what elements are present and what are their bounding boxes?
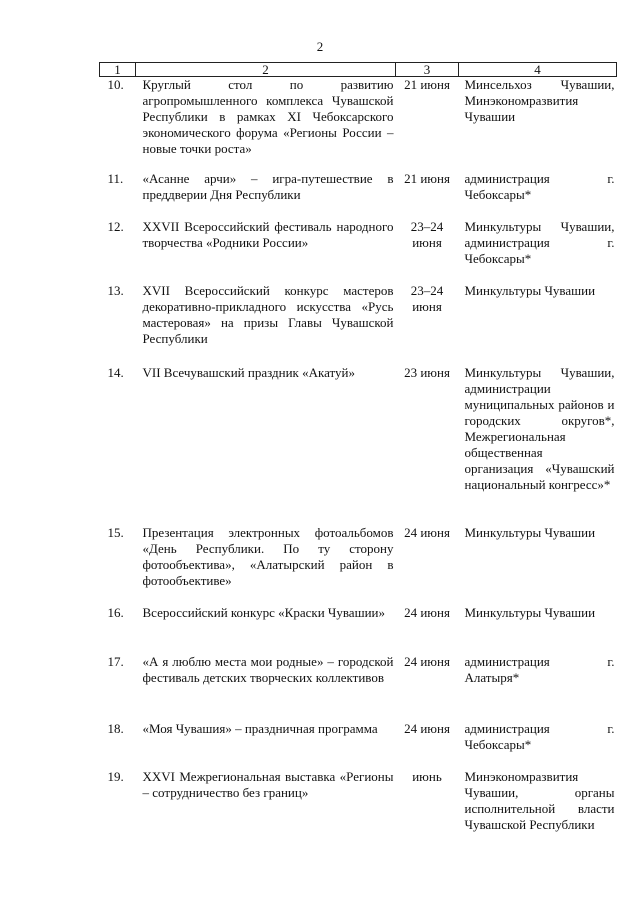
event-organizer: администрация г. Алатыря* [464, 653, 615, 685]
event-organizer: администрация г. Чебоксары* [464, 170, 615, 202]
header-cell-4: 4 [459, 63, 617, 77]
table-header [100, 63, 617, 77]
event-organizer: Минкультуры Чувашии [464, 604, 596, 620]
event-date: 23 июня [404, 364, 450, 380]
event-name: «А я люблю места мои родные» – городской фестиваль детских творческих коллективов [142, 653, 394, 685]
table-row [100, 77, 617, 171]
table-row [100, 769, 617, 841]
event-date: 24 июня [404, 653, 450, 669]
row-number: 12. [107, 218, 124, 234]
row-number: 19. [107, 768, 124, 784]
header-row [100, 63, 617, 77]
row-number: 15. [107, 524, 124, 540]
event-name: XXVI Межрегиональная выставка «Регионы – сотрудничество без границ» [142, 768, 394, 800]
event-date: 24 июня [404, 720, 450, 736]
event-date: 23–24 июня [410, 218, 444, 250]
event-name: XXVII Всероссийский фестиваль народного творчества «Родники России» [142, 218, 394, 250]
header-cell-3: 3 [396, 63, 459, 77]
header-cell-1: 1 [100, 63, 136, 77]
page-number: 2 [316, 39, 324, 54]
header-cell-2: 2 [136, 63, 396, 77]
event-organizer: Минкультуры Чувашии [464, 524, 596, 540]
event-organizer: администрация г. Чебоксары* [464, 720, 615, 752]
event-name: «Моя Чувашия» – праздничная программа [142, 720, 378, 736]
event-organizer: Минкультуры Чувашии, администрации муниципальных районов и городских округов*, Межрегиональная общественная организация «Чувашский национальный конгресс»* [464, 364, 615, 492]
table-row [100, 219, 617, 283]
table-row [100, 721, 617, 769]
event-date: июнь [412, 768, 442, 784]
event-name: Круглый стол по развитию агропромышленного комплекса Чувашской Республики в рамках XI Чебоксарского экономического форума «Регионы России – новые точки роста» [142, 77, 394, 156]
table-row [100, 654, 617, 721]
row-number: 10. [107, 77, 124, 92]
event-date: 23–24 июня [410, 282, 444, 314]
event-date: 24 июня [404, 524, 450, 540]
row-number: 16. [107, 604, 124, 620]
events-table [99, 62, 617, 841]
event-organizer: Минкультуры Чувашии [464, 282, 596, 298]
event-name: Всероссийский конкурс «Краски Чувашии» [142, 604, 386, 620]
event-organizer: Минэкономразвития Чувашии, органы исполнительной власти Чувашской Республики [464, 768, 615, 832]
row-number: 14. [107, 364, 124, 380]
table-row [100, 171, 617, 219]
event-name: Презентация электронных фотоальбомов «День Республики. По ту сторону фотообъектива», «Алатырский район в фотообъективе» [142, 524, 394, 588]
row-number: 13. [107, 282, 124, 298]
row-number: 17. [107, 653, 124, 669]
event-date: 21 июня [404, 77, 450, 92]
event-date: 24 июня [404, 604, 450, 620]
event-name: «Асанне арчи» – игра-путешествие в преддверии Дня Республики [142, 170, 394, 202]
row-number: 18. [107, 720, 124, 736]
table-row [100, 365, 617, 525]
table-row [100, 605, 617, 654]
row-number: 11. [107, 170, 124, 186]
event-name: XVII Всероссийский конкурс мастеров декоративно-прикладного искусства «Русь мастеровая» на призы Главы Чувашской Республики [142, 282, 394, 346]
event-organizer: Минсельхоз Чувашии, Минэкономразвития Чувашии [464, 77, 615, 124]
table-row [100, 283, 617, 365]
event-organizer: Минкультуры Чувашии, администрация г. Чебоксары* [464, 218, 615, 266]
event-name: VII Всечувашский праздник «Акатуй» [142, 364, 356, 380]
event-date: 21 июня [404, 170, 450, 186]
table-row [100, 525, 617, 605]
